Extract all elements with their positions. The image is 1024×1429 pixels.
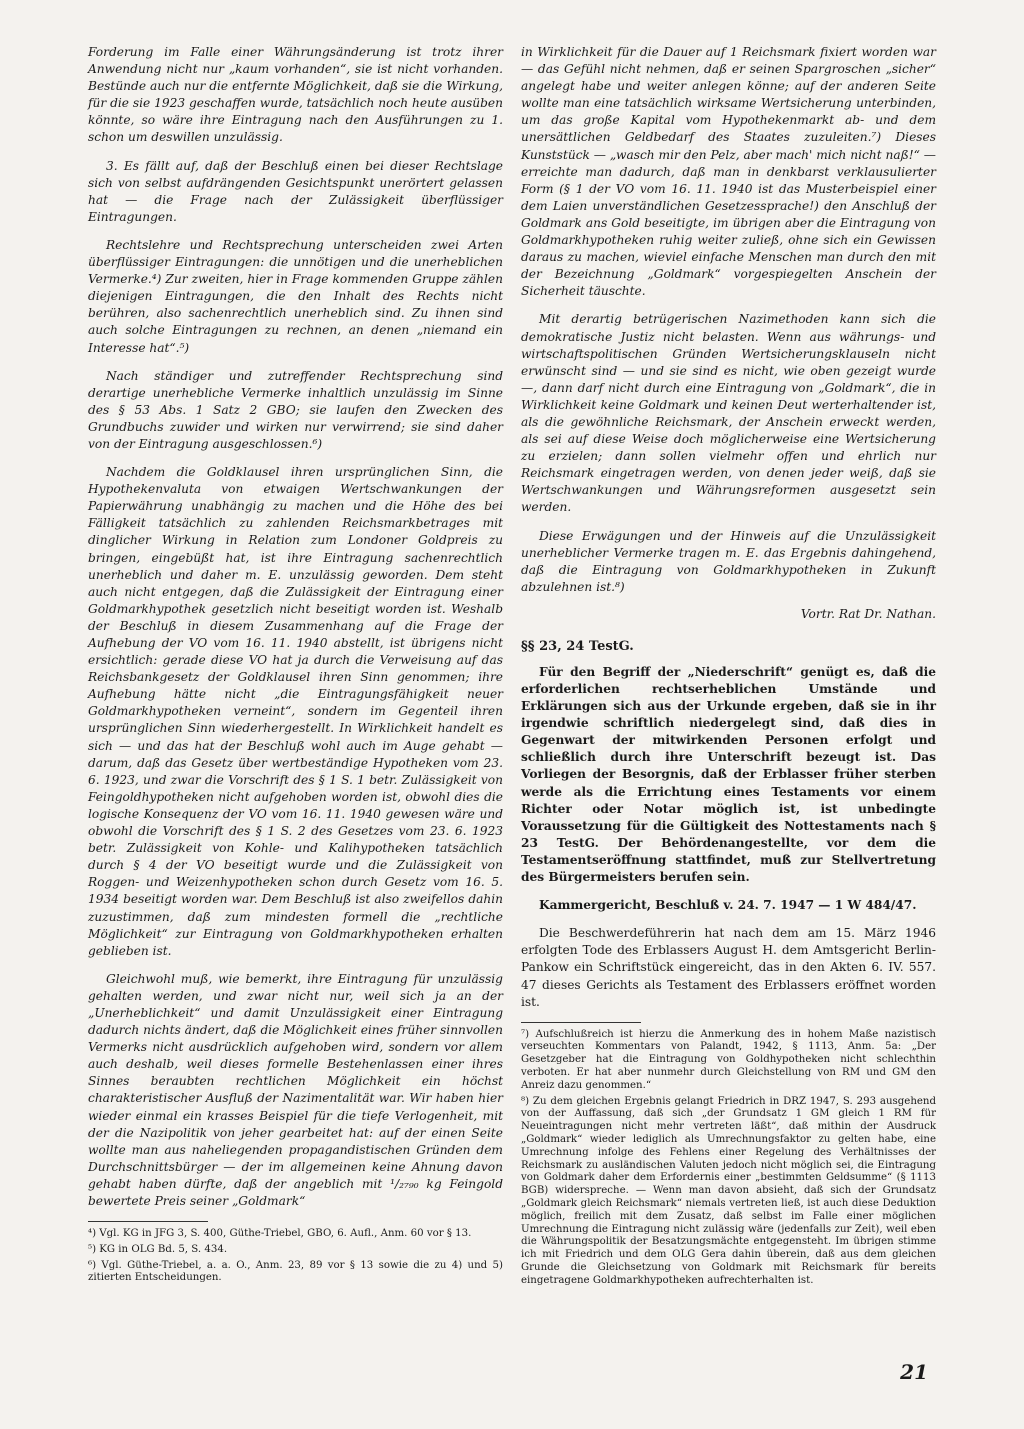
footnote: ⁵) KG in OLG Bd. 5, S. 434. <box>88 1243 228 1255</box>
left-column <box>88 44 503 1291</box>
right-column <box>521 44 936 1291</box>
paragraph: Forderung im Falle einer Währungsänderung ist trotz ihrer Anwendung nicht nur „kaum vorhanden“, sie ist nicht vorhanden. Bestünde auch nur die entfernte Möglichkeit, daß sie die Wirkung, für die sie 1923 geschaffen wurde, tatsächlich noch heute ausüben könnte, so wäre ihre Eintragung nach den Ausführungen zu 1. schon um deswillen unzulässig. <box>88 45 503 145</box>
page-number: 21 <box>900 1360 928 1384</box>
footnote: ⁴) Vgl. KG in JFG 3, S. 400, Güthe-Triebel, GBO, 6. Aufl., Anm. 60 vor § 13. <box>88 1228 472 1240</box>
paragraph: Nach ständiger und zutreffender Rechtsprechung sind derartige unerhebliche Vermerke inhaltlich unzulässig im Sinne des § 53 Abs. 1 Satz 2 GBO; sie laufen den Zwecken des Grundbuchs zuwider und wirken nur verwirrend; sie sind daher von der Eintragung ausgeschlossen.⁶) <box>88 368 503 451</box>
section-heading: §§ 23, 24 TestG. <box>521 638 634 654</box>
paragraph: Gleichwohl muß, wie bemerkt, ihre Eintragung für unzulässig gehalten werden, und zwar nicht nur, weil sich ja an der „Unerheblichkeit“ und damit Unzulässigkeit einer Eintragung dadurch nichts ändert, daß die Möglichkeit eines früher sinnvollen Vermerks nicht ausdrücklich aufgehoben wird, sondern vor allem auch deshalb, weil dieses formelle Bestehenlassen einer ihres Sinnes beraubten rechtlichen Möglichkeit ein höchst charakteristischer Ausfluß der Nazimentalität war. Wir haben hier wieder einmal ein krasses Beispiel für die tiefe Verlogenheit, mit der die Nazipolitik von jeher gearbeitet hat: auf der einen Seite wollte man aus naheliegenden propagandistischen Gründen dem Durchschnittsbürger — der im allgemeinen keine Ahnung davon gehabt haben dürfte, daß der angeblich mit ¹/₂₇₉₀ kg Feingold bewertete Preis seiner „Goldmark“ <box>88 971 503 1208</box>
paragraph: in Wirklichkeit für die Dauer auf 1 Reichsmark fixiert worden war — das Gefühl nicht nehmen, daß er seinen Spargroschen „sicher“ angelegt habe und weiter anlegen könne; auf der anderen Seite wollte man eine tatsächlich wirksame Wertsicherung unterbinden, um das große Kapital vom Hypothekenmarkt ab- und dem unersättlichen Geldbedarf des Staates zuzuleiten.⁷) Dieses Kunststück — „wasch mir den Pelz, aber mach' mich nicht naß!“ — erreichte man dadurch, daß man in denkbarst verklausulierter Form (§ 1 der VO vom 16. 11. 1940 ist das Musterbeispiel einer dem Laien unverständlichen Gesetzessprache!) den Anschluß der Goldmark ans Gold beseitigte, im übrigen aber die Eintragung von Goldmarkhypotheken ruhig weiter zuließ, ohne sich ein Gewissen daraus zu machen, wieviel einfache Menschen man durch den mit der Bezeichnung „Goldmark“ vorgespiegelten Anschein der Sicherheit täuschte. <box>521 45 936 299</box>
paragraph: Die Beschwerdeführerin hat nach dem am 15. März 1946 erfolgten Tode des Erblassers August H. dem Amtsgericht Berlin-Pankow ein Schriftstück eingereicht, das in den Akten 6. IV. 557. 47 dieses Gerichts als Testament des Erblassers eröffnet worden ist. <box>521 926 936 1009</box>
court-citation: Kammergericht, Beschluß v. 24. 7. 1947 — 1 W 484/47. <box>539 898 917 913</box>
footnote: ⁸) Zu dem gleichen Ergebnis gelangt Friedrich in DRZ 1947, S. 293 ausgehend von der Auffassung, daß sich „der Grundsatz 1 GM gleich 1 RM für Neueintragungen nicht mehr vertreten läßt“, daß mithin der Ausdruck „Goldmark“ wieder lediglich als Umrechnungsfaktor zu gelten habe, eine Umrechnung infolge des Fehlens einer Regelung des Verhältnisses der Reichsmark zu ausländischen Valuten jedoch nicht möglich sei, die Eintragung von Goldmark daher dem Erfordernis einer „bestimmten Geldsumme“ (§ 1113 BGB) widerspreche. — Wenn man davon absieht, daß sich der Grundsatz „Goldmark gleich Reichsmark“ niemals vertreten ließ, ist auch diese Deduktion möglich, freilich mit dem Zusatz, daß selbst im Falle einer möglichen Umrechnung die Eintragung nicht zulässig wäre (jedenfalls zur Zeit), weil eben die Währungspolitik der Besatzungsmächte entgegensteht. Im übrigen stimme ich mit Friedrich und dem OLG Gera dahin überein, daß aus dem gleichen Grunde die Gleichsetzung von Goldmark mit Reichsmark für bereits eingetragene Goldmarkhypotheken aufrechterhalten ist. <box>521 1095 936 1286</box>
footnote-rule <box>521 1022 641 1023</box>
footnote-rule <box>88 1221 208 1222</box>
paragraph: 3. Es fällt auf, daß der Beschluß einen bei dieser Rechtslage sich von selbst aufdrängenden Gesichtspunkt unerörtert gelassen hat — die Frage nach der Zulässigkeit überflüssiger Eintragungen. <box>88 158 503 224</box>
paragraph: Diese Erwägungen und der Hinweis auf die Unzulässigkeit unerheblicher Vermerke tragen m. E. das Ergebnis dahingehend, daß die Eintragung von Goldmarkhypotheken in Zukunft abzulehnen ist.⁸) <box>521 528 936 594</box>
paragraph: Mit derartig betrügerischen Nazimethoden kann sich die demokratische Justiz nicht belasten. Wenn aus währungs- und wirtschaftspolitischen Gründen Wertsicherungsklauseln nicht erwünscht sind — und sie sind es nicht, wie oben gezeigt wurde —, dann darf nicht durch eine Eintragung von „Goldmark“, die in Wirklichkeit keine Goldmark und keinen Deut werterhaltender ist, als die gewöhnliche Reichsmark, der Anschein erweckt werden, als sei auf diese Weise doch möglicherweise eine Wertsicherung zu erzielen; dann sollen vielmehr offen und ehrlich nur Reichsmark eingetragen werden, von denen jeder weiß, daß sie Wertschwankungen und Währungsreformen ausgesetzt sein werden. <box>521 312 936 515</box>
paragraph: Rechtslehre und Rechtsprechung unterscheiden zwei Arten überflüssiger Eintragungen: die unnötigen und die unerheblichen Vermerke.⁴) Zur zweiten, hier in Frage kommenden Gruppe zählen diejenigen Eintragungen, die den Inhalt des Rechts nicht berühren, also sachenrechtlich unerheblich sind. Zu ihnen sind auch solche Eintragungen zu rechnen, an denen „niemand ein Interesse hat“.⁵) <box>88 237 503 355</box>
paragraph: Nachdem die Goldklausel ihren ursprünglichen Sinn, die Hypothekenvaluta von etwaigen Wertschwankungen der Papierwährung unabhängig zu machen und die Höhe des bei Fälligkeit tatsächlich zu zahlenden Reichsmarkbetrages mit dinglicher Wirkung in Relation zum Londoner Goldpreis zu bringen, eingebüßt hat, ist ihre Eintragung sachenrechtlich unerheblich und daher m. E. unzulässig geworden. Dem steht auch nicht entgegen, daß die Zulässigkeit der Eintragung einer Goldmarkhypothek gesetzlich nicht beseitigt worden ist. Weshalb der Beschluß in diesem Zusammenhang auf die Frage der Aufhebung der VO vom 16. 11. 1940 abstellt, ist übrigens nicht ersichtlich: gerade diese VO hat ja durch die Verweisung auf das Reichsbankgesetz der Goldklausel ihren Sinn genommen; ihre Aufhebung hätte nicht „die Eintragungsfähigkeit neuer Goldmarkhypotheken verneint“, sondern im Gegenteil ihren ursprünglichen Sinn wiederhergestellt. In Wirklichkeit handelt es sich — und das hat der Beschluß wohl auch im Auge gehabt — darum, daß das Gesetz über wertbeständige Hypotheken vom 23. 6. 1923, und zwar die Vorschrift des § 1 S. 1 betr. Zulässigkeit von Feingoldhypotheken nicht aufgehoben worden ist, obwohl dies die logische Konsequenz der VO vom 16. 11. 1940 gewesen wäre und obwohl die Vorschrift des § 1 S. 2 des Gesetzes vom 23. 6. 1923 betr. Zulässigkeit von Kohle- und Kalihypotheken tatsächlich durch § 4 der VO beseitigt wurde und die Zulässigkeit von Roggen- und Weizenhypotheken schon durch Gesetz vom 16. 5. 1934 beseitigt worden war. Dem Beschluß ist also zweifellos dahin zuzustimmen, daß zum mindesten formell die „rechtliche Möglichkeit“ zur Eintragung von Goldmarkhypotheken erhalten geblieben ist. <box>88 465 503 958</box>
headnote: Für den Begriff der „Niederschrift“ genügt es, daß die erforderlichen rechtserheblichen Umstände und Erklärungen sich aus der Urkunde ergeben, daß sie in ihr irgendwie schriftlich niedergelegt sind, daß dies in Gegenwart der mitwirkenden Personen erfolgt und schließlich durch ihre Unterschrift bezeugt ist. Das Vorliegen der Besorgnis, daß der Erblasser früher sterben werde als die Errichtung eines Testaments vor einem Richter oder Notar möglich ist, ist unbedingte Voraussetzung für die Gültigkeit des Nottestaments nach § 23 TestG. Der Behördenangestellte, vor dem die Testamentseröffnung stattfindet, muß zur Stellvertretung des Bürgermeisters berufen sein. <box>521 664 936 885</box>
footnote: ⁷) Aufschlußreich ist hierzu die Anmerkung des in hohem Maße nazistisch verseuchten Kommentars von Palandt, 1942, § 1113, Anm. 5a: „Der Gesetzgeber hat die Eintragung von Goldhypotheken nicht schlechthin verboten. Er hat aber nunmehr durch Gleichstellung von RM und GM den Anreiz dazu genommen.“ <box>521 1028 936 1091</box>
footnote: ⁶) Vgl. Güthe-Triebel, a. a. O., Anm. 23, 89 vor § 13 sowie die zu 4) und 5) zitierten Entscheidungen. <box>88 1259 503 1284</box>
author-signature: Vortr. Rat Dr. Nathan. <box>800 606 936 621</box>
